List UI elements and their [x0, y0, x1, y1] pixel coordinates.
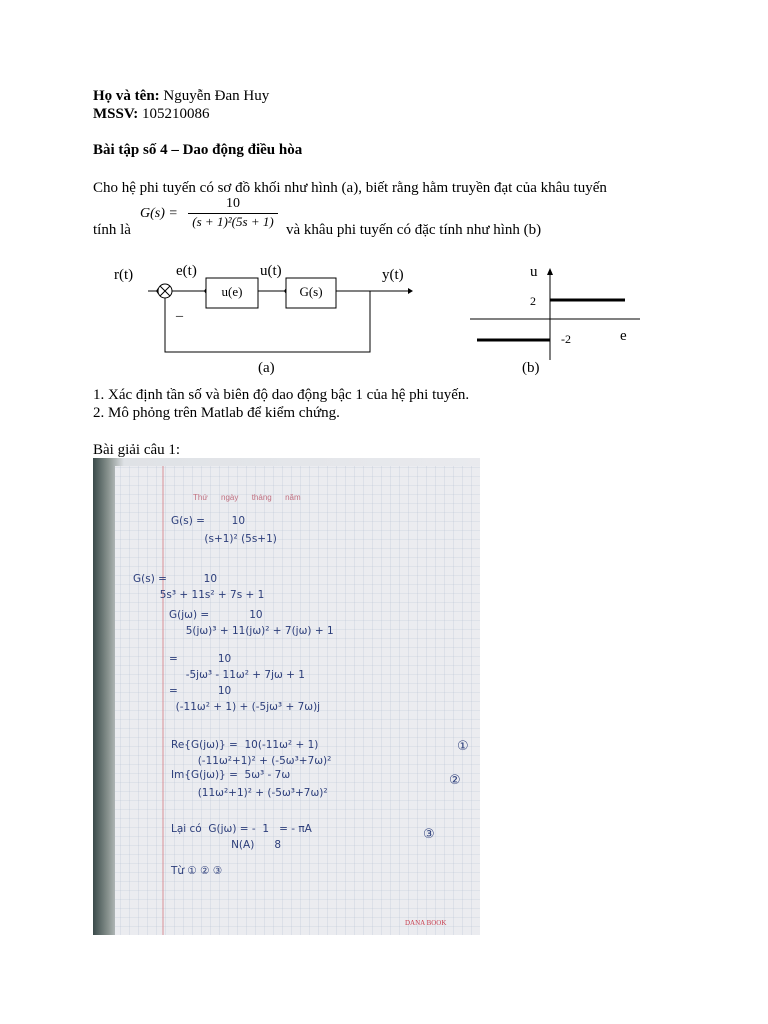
notebook-photo: [93, 458, 480, 935]
note-line: G(s) = 10: [133, 573, 218, 585]
question-2: 2. Mô phỏng trên Matlab để kiểm chứng.: [93, 405, 340, 421]
id-value: 105210086: [142, 106, 210, 122]
level-neg-label: -2: [561, 332, 571, 346]
note-line: Im{G(jω)} = 5ω³ - 7ω: [171, 769, 291, 781]
note-line: Re{G(jω)} = 10(-11ω² + 1): [171, 739, 319, 751]
problem-intro: Cho hệ phi tuyến có sơ đồ khối như hình (a), biết rằng hằm truyền đạt của khâu tuyến: [93, 180, 607, 196]
note-line: Lại có G(jω) = - 1 = - πA: [171, 823, 312, 835]
note-line: = 10: [169, 653, 232, 665]
u-axis-arrow: [547, 268, 553, 275]
formula-lhs: G(s) =: [140, 206, 178, 221]
note-line: (-11ω² + 1) + (-5jω³ + 7ω)j: [169, 701, 321, 713]
block2-label: G(s): [299, 284, 323, 299]
formula-numerator: 10: [226, 196, 240, 211]
label-e: e(t): [176, 263, 197, 279]
output-arrowhead: [408, 288, 413, 294]
formula-denominator: (s + 1)²(5s + 1): [192, 214, 274, 229]
assignment-title: Bài tập số 4 – Dao động điều hòa: [93, 142, 303, 158]
circle-marker-1: ①: [457, 739, 469, 754]
note-line: 5s³ + 11s² + 7s + 1: [133, 589, 265, 601]
note-line: 5(jω)³ + 11(jω)² + 7(jω) + 1: [169, 625, 334, 637]
name-label: Họ và tên:: [93, 88, 160, 104]
circle-marker-2: ②: [449, 773, 461, 788]
note-line: N(A) 8: [171, 839, 282, 851]
minus-sign: _: [176, 304, 183, 319]
e-axis-label: e: [620, 328, 627, 344]
name-value: Nguyễn Đan Huy: [163, 88, 270, 104]
solution-label: Bài giải câu 1:: [93, 442, 181, 458]
circle-marker-3: ③: [423, 827, 435, 842]
note-line: = 10: [169, 685, 232, 697]
note-line: (s+1)² (5s+1): [171, 533, 277, 545]
block1-label: u(e): [221, 284, 243, 299]
label-u: u(t): [260, 263, 282, 279]
id-label: MSSV:: [93, 106, 139, 122]
note-line: Từ ① ② ③: [171, 865, 223, 877]
note-line: (11ω²+1)² + (-5ω³+7ω)²: [171, 787, 328, 799]
notebook-brand: DANA BOOK: [405, 919, 447, 927]
level-pos-label: 2: [530, 294, 536, 308]
student-id-line: [93, 106, 210, 123]
block-diagram-a: [100, 255, 440, 385]
caption-a: (a): [258, 360, 275, 376]
u-axis-label: u: [530, 264, 538, 280]
note-line: -5jω³ - 11ω² + 7jω + 1: [169, 669, 305, 681]
note-line: G(s) = 10: [171, 515, 245, 527]
feedback-path: [165, 291, 370, 352]
label-r: r(t): [114, 267, 134, 283]
caption-b: (b): [522, 360, 540, 376]
note-line: G(jω) = 10: [169, 609, 263, 621]
label-y: y(t): [382, 267, 404, 283]
formula-fraction: [188, 196, 278, 230]
summing-junction: [158, 284, 172, 298]
notebook-header: Thứ ngày tháng năm: [193, 493, 301, 502]
note-line: (-11ω²+1)² + (-5ω³+7ω)²: [171, 755, 332, 767]
student-name-line: [93, 88, 269, 105]
problem-prefix: tính là: [93, 222, 131, 238]
question-1: 1. Xác định tần số và biên độ dao động bậc 1 của hệ phi tuyến.: [93, 387, 470, 403]
problem-suffix: và khâu phi tuyến có đặc tính như hình (b): [286, 222, 542, 238]
characteristic-diagram-b: [460, 255, 660, 380]
